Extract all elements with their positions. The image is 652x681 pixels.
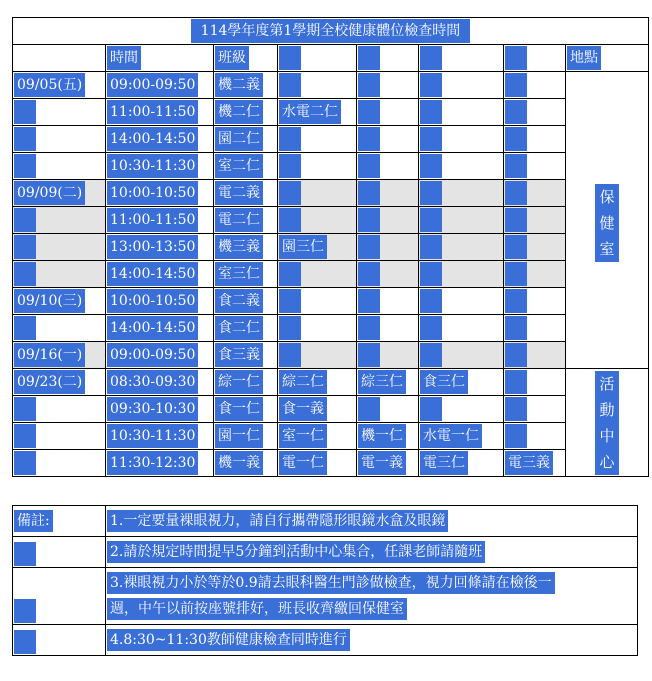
class-name: 電三義: [505, 451, 553, 475]
schedule-row: [13, 315, 649, 342]
location-char: 保: [599, 188, 615, 206]
time-slot: 10:30-11:30: [107, 154, 198, 178]
class-name: 電二義: [215, 181, 263, 205]
time-slot: 08:30-09:30: [107, 370, 198, 394]
time-slot: 14:00-14:50: [107, 262, 198, 286]
notes-table-wrapper: [12, 505, 638, 656]
location-char: 健: [599, 214, 615, 232]
schedule-row: [13, 126, 649, 153]
time-slot: 11:00-11:50: [107, 100, 198, 124]
schedule-row: [13, 180, 649, 207]
date-label: 09/05(五): [14, 73, 85, 97]
time-slot: 10:30-11:30: [107, 424, 198, 448]
class-name: 綜一仁: [215, 370, 263, 394]
time-slot: 10:00-10:50: [107, 289, 198, 313]
time-header: 時間: [107, 46, 141, 70]
class-name: 機二義: [215, 73, 263, 97]
time-slot: 09:30-10:30: [107, 397, 198, 421]
note-row: [13, 537, 638, 568]
schedule-table: [12, 17, 649, 477]
time-slot: 09:00-09:50: [107, 343, 198, 367]
note-item: 3.裸眼視力小於等於0.9請去眼科醫生門診做檢查，視力回條請在檢後一: [107, 572, 555, 594]
note-row: [13, 625, 638, 656]
schedule-row: [13, 450, 649, 477]
class-name: 水電一仁: [420, 424, 482, 448]
schedule-row: [13, 153, 649, 180]
class-name: 綜三仁: [358, 370, 406, 394]
class-name: 綜二仁: [279, 370, 327, 394]
schedule-table-wrapper: [12, 17, 649, 477]
header-row: [13, 45, 649, 72]
class-name: 機二仁: [215, 100, 263, 124]
class-name: 室三仁: [215, 262, 263, 286]
page-title: 114學年度第1學期全校健康體位檢查時間: [191, 19, 471, 43]
location-char: 心: [599, 453, 615, 471]
note-row: [13, 568, 638, 625]
location-char: 活: [599, 375, 615, 393]
class-name: 電二仁: [215, 208, 263, 232]
date-label: 09/10(三): [14, 289, 85, 313]
location-char: 動: [599, 401, 615, 419]
class-name: 園三仁: [279, 235, 327, 259]
notes-label: 備註:: [14, 510, 53, 532]
schedule-row: [13, 396, 649, 423]
time-slot: 11:00-11:50: [107, 208, 198, 232]
time-slot: 13:00-13:50: [107, 235, 198, 259]
class-name: 水電二仁: [279, 100, 341, 124]
class-name: 食三義: [215, 343, 263, 367]
time-slot: 14:00-14:50: [107, 316, 198, 340]
schedule-row: [13, 288, 649, 315]
class-name: 電一仁: [279, 451, 327, 475]
location-header: 地點: [567, 46, 601, 70]
note-item: 4.8:30~11:30教師健康檢查同時進行: [107, 629, 350, 651]
date-label: 09/09(二): [14, 181, 85, 205]
note-row: [13, 506, 638, 537]
schedule-row: [13, 234, 649, 261]
notes-table: [12, 505, 638, 656]
date-label: 09/16(一): [14, 343, 85, 367]
location-label: [595, 371, 619, 475]
class-name: 食一仁: [215, 397, 263, 421]
location-cell: [566, 369, 649, 477]
schedule-row: [13, 207, 649, 234]
class-name: 食二仁: [215, 316, 263, 340]
schedule-row: [13, 261, 649, 288]
note-item: 1.一定要量裸眼視力，請自行攜帶隱形眼鏡水盒及眼鏡: [107, 510, 448, 532]
date-label: 09/23(二): [14, 370, 85, 394]
location-char: 中: [599, 427, 615, 445]
class-name: 室一仁: [279, 424, 327, 448]
class-header: 班級: [215, 46, 249, 70]
class-name: 機一義: [215, 451, 263, 475]
location-cell: [566, 72, 649, 369]
class-name: 電三仁: [420, 451, 468, 475]
location-label: [595, 184, 619, 262]
schedule-row: [13, 99, 649, 126]
time-slot: 11:30-12:30: [107, 451, 198, 475]
schedule-row: [13, 369, 649, 396]
schedule-row: [13, 342, 649, 369]
class-name: 電一義: [358, 451, 406, 475]
note-item: 週，中午以前按座號排好，班長收齊繳回保健室: [107, 598, 407, 620]
location-char: 室: [599, 240, 615, 258]
class-name: 食一義: [279, 397, 327, 421]
time-slot: 09:00-09:50: [107, 73, 198, 97]
schedule-row: [13, 72, 649, 99]
class-name: 食三仁: [420, 370, 468, 394]
note-item: 2.請於規定時間提早5分鐘到活動中心集合，任課老師請隨班: [107, 541, 485, 563]
class-name: 園二仁: [215, 127, 263, 151]
time-slot: 14:00-14:50: [107, 127, 198, 151]
class-name: 室二仁: [215, 154, 263, 178]
schedule-row: [13, 423, 649, 450]
title-cell: [13, 18, 649, 45]
class-name: 園一仁: [215, 424, 263, 448]
class-name: 食二義: [215, 289, 263, 313]
time-slot: 10:00-10:50: [107, 181, 198, 205]
class-name: 機一仁: [358, 424, 406, 448]
class-name: 機三義: [215, 235, 263, 259]
